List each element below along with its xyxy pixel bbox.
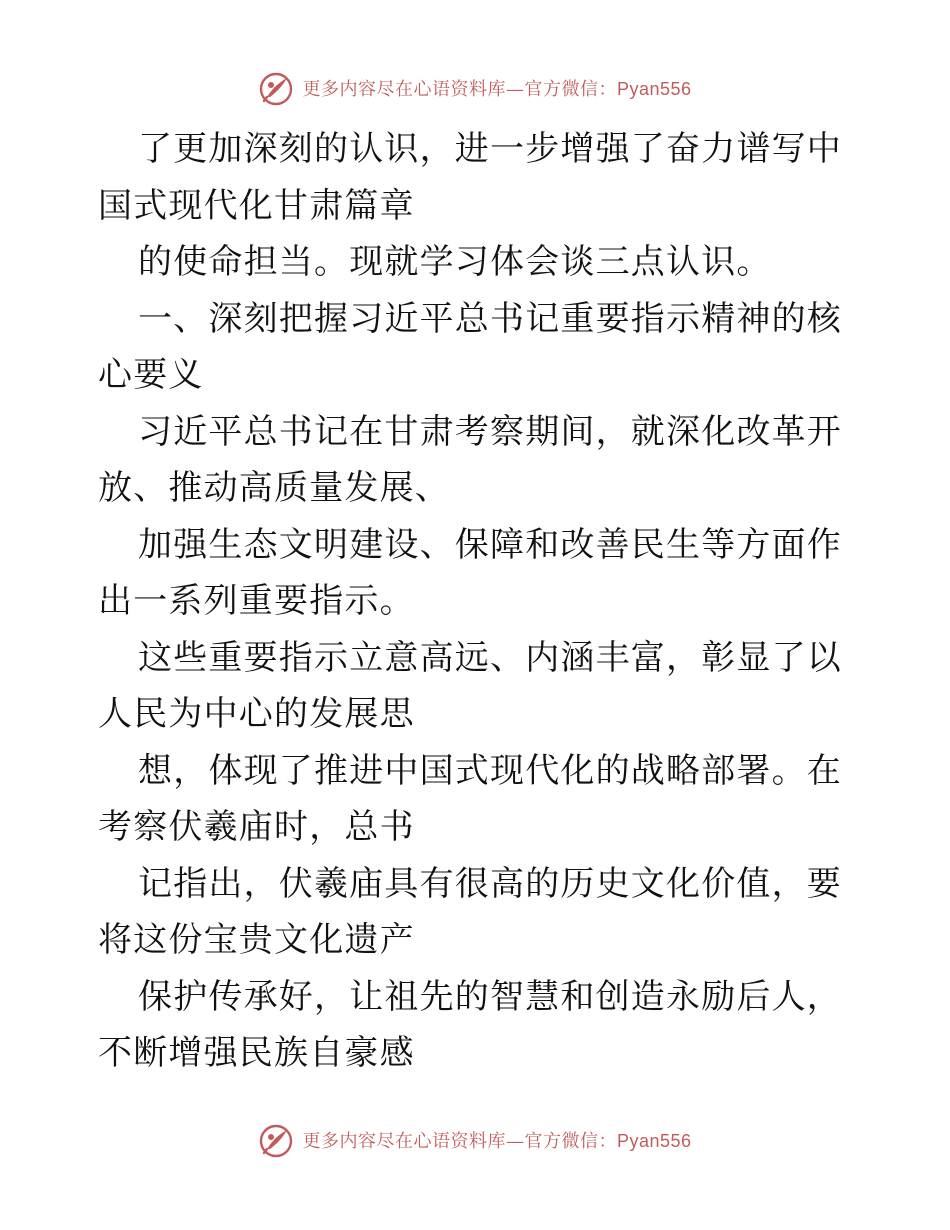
body-paragraph: 想，体现了推进中国式现代化的战略部署。在考察伏羲庙时，总书 [98,750,842,847]
body-paragraph: 习近平总书记在甘肃考察期间，就深化改革开放、推动高质量发展、 [98,411,842,508]
footer-watermark [0,1121,950,1161]
document-body [98,121,858,1082]
body-paragraph: 的使命担当。现就学习体会谈三点认识。 [138,242,772,282]
quill-logo-icon [258,1123,294,1159]
body-paragraph: 保护传承好，让祖先的智慧和创造永励后人，不断增强民族自豪感 [98,976,842,1073]
body-paragraph: 这些重要指示立意高远、内涵丰富，彰显了以人民为中心的发展思 [98,637,842,734]
header-watermark [0,69,950,109]
body-paragraph: 加强生态文明建设、保障和改善民生等方面作出一系列重要指示。 [98,524,842,621]
quill-logo-icon [258,71,294,107]
watermark-text: 更多内容尽在心语资料库—官方微信：Pyan556 [302,1130,692,1152]
body-paragraph: 了更加深刻的认识，进一步增强了奋力谱写中国式现代化甘肃篇章 [98,129,842,226]
body-paragraph: 记指出，伏羲庙具有很高的历史文化价值，要将这份宝贵文化遗产 [98,863,842,960]
watermark-text: 更多内容尽在心语资料库—官方微信：Pyan556 [302,78,692,100]
section-heading: 一、深刻把握习近平总书记重要指示精神的核心要义 [98,298,842,395]
